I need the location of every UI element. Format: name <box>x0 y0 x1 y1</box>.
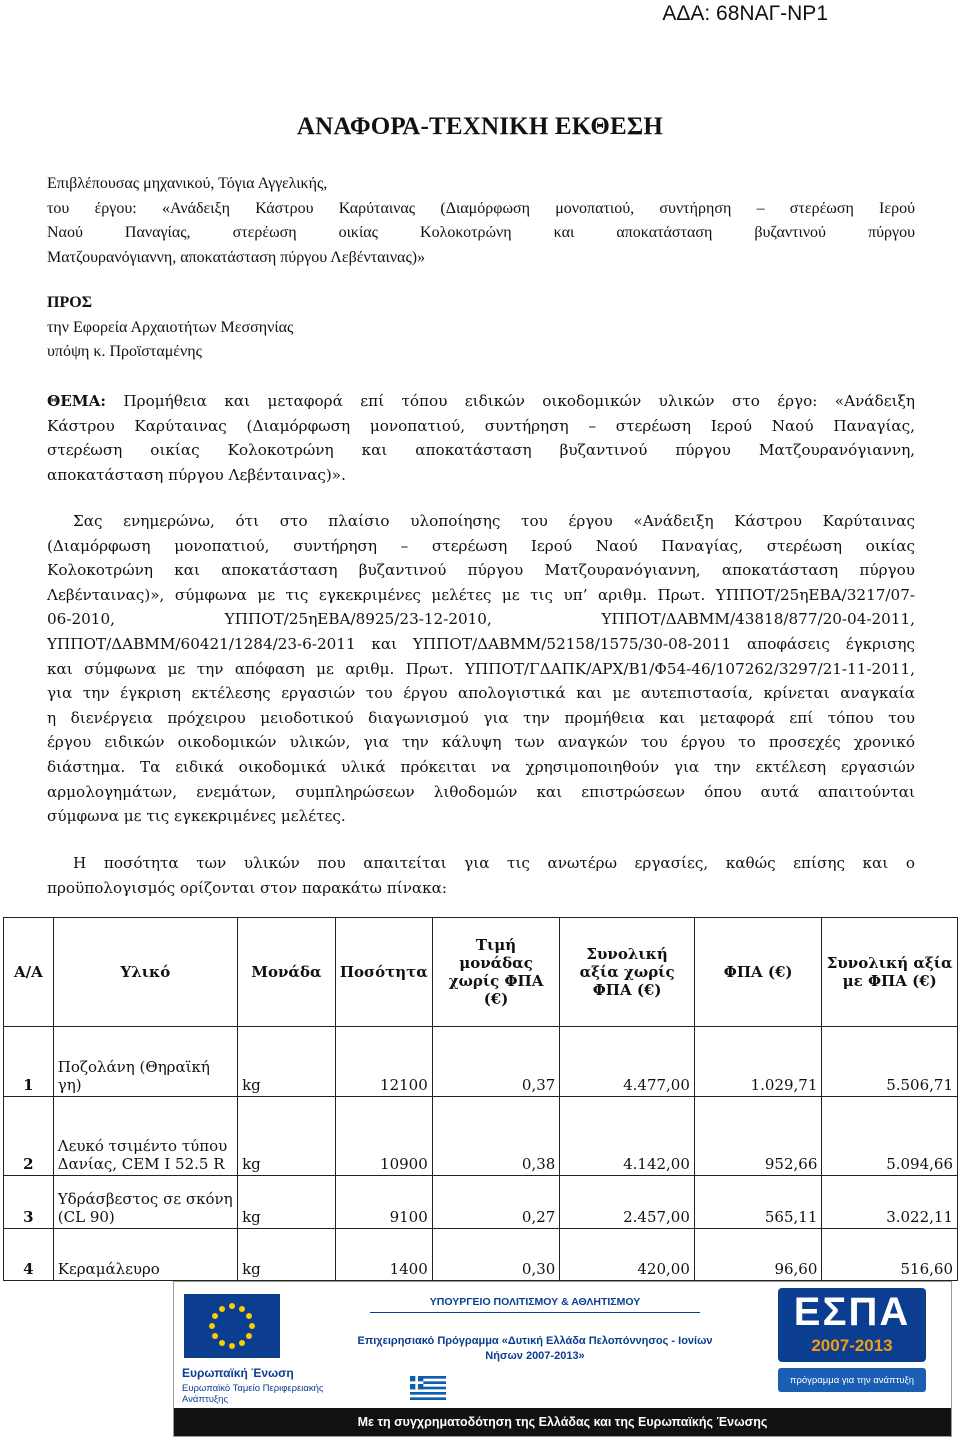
body2-line-2: προϋπολογισμός ορίζονται στον παρακάτω πίνακα: <box>47 878 448 897</box>
row-gross-total: 516,60 <box>822 1229 958 1281</box>
materials-table <box>3 917 958 1281</box>
body1-line-1 <box>47 509 915 534</box>
row-aa: 4 <box>4 1229 54 1281</box>
table-row <box>4 1027 958 1097</box>
row-vat: 952,66 <box>694 1097 822 1176</box>
row-unit-price: 0,30 <box>432 1229 560 1281</box>
col-header-material: Υλικό <box>53 918 237 1027</box>
document-title: ΑΝΑΦΟΡΑ-ΤΕΧΝΙΚΗ ΕΚΘΕΣΗ <box>296 113 664 140</box>
subject-block <box>47 389 915 487</box>
row-material: Κεραμάλευρο <box>53 1229 237 1281</box>
row-aa: 2 <box>4 1097 54 1176</box>
row-quantity: 10900 <box>335 1097 432 1176</box>
ministry-name: ΥΠΟΥΡΓΕΙΟ ΠΟΛΙΤΙΣΜΟΥ & ΑΘΛΗΤΙΣΜΟΥ <box>370 1296 700 1313</box>
body1-line-8: για την έγκριση εκτέλεσης εργασιών του έργου απολογιστικά και με αυτεπιστασία, κρίνεται αναγκαία <box>47 684 915 703</box>
greek-flag-icon <box>408 1376 448 1400</box>
intro-line-1: Επιβλέπουσας μηχανικού, Τόγια Αγγελικής, <box>47 175 328 192</box>
body1-line-12: αρμολογημάτων, ενεμάτων, συμπληρώσεων λιθοδομών και επιστρώσεων όπου αυτά απαιτούνται <box>47 782 915 801</box>
row-unit-price: 0,38 <box>432 1097 560 1176</box>
intro-line-2: του έργου: «Ανάδειξη Κάστρου Καρύταινας (Διαμόρφωση μονοπατιού, συντήρηση – στερέωση Ιερού <box>47 199 915 217</box>
row-quantity: 12100 <box>335 1027 432 1097</box>
col-header-net-total: Συνολική αξία χωρίς ΦΠΑ (€) <box>560 918 695 1027</box>
table-row <box>4 1229 958 1281</box>
body1-line-6: ΥΠΠΟΤ/ΔΑΒΜΜ/60421/1284/23-6-2011 και ΥΠΠΟΤ/ΔΑΒΜΜ/52158/1575/30-08-2011 αποφάσεις έγκρισης <box>47 634 915 653</box>
intro-line-3: Ναού Παναγίας, στερέωση οικίας Κολοκοτρώνη και αποκατάσταση βυζαντινού πύργου <box>47 224 915 242</box>
col-header-gross-total: Συνολική αξία με ΦΠΑ (€) <box>822 918 958 1027</box>
body2-line-1-text: Η ποσότητα των υλικών που απαιτείται για τις ανωτέρω εργασίες, καθώς επίσης και ο <box>73 854 915 872</box>
row-unit-price: 0,27 <box>432 1176 560 1229</box>
table-header-row <box>4 918 958 1027</box>
body1-line-5: 06-2010, ΥΠΠΟΤ/25ηΕΒΑ/8925/23-12-2010, ΥΠΠΟΤ/ΔΑΒΜΜ/43818/877/20-04-2011, <box>47 610 915 629</box>
col-header-unit: Μονάδα <box>238 918 336 1027</box>
col-header-vat: ΦΠΑ (€) <box>694 918 822 1027</box>
row-quantity: 1400 <box>335 1229 432 1281</box>
row-net-total: 2.457,00 <box>560 1176 695 1229</box>
body1-line-9: η διενέργεια πρόχειρου μειοδοτικού διαγωνισμού για την προμήθεια και μεταφορά επί τόπου του <box>47 708 915 727</box>
row-unit: kg <box>238 1176 336 1229</box>
body-paragraph-1 <box>47 509 915 829</box>
col-header-unit-price: Τιμή μονάδας χωρίς ΦΠΑ (€) <box>432 918 560 1027</box>
table-row <box>4 1176 958 1229</box>
body1-line-2: (Διαμόρφωση μονοπατιού, συντήρηση – στερέωση Ιερού Ναού Παναγίας, στερέωση οικίας <box>47 536 915 555</box>
row-material: Υδράσβεστος σε σκόνη (CL 90) <box>53 1176 237 1229</box>
body1-line-11: διάστημα. Τα ειδικά οικοδομικά υλικά πρόκειται να χρησιμοποιηθούν για την εκτέλεση εργασιών <box>47 757 915 776</box>
body1-line-4: Λεβένταινας)», σύμφωνα με τις εγκεκριμένες μελέτες με τις υπ’ αριθμ. Πρωτ. ΥΠΠΟΤ/25ηΕΒΑ/3217/07- <box>47 585 915 604</box>
espa-logo <box>778 1288 926 1362</box>
body1-line-3: Κολοκοτρώνη και αποκατάσταση βυζαντινού πύργου Ματζουρανόγιαννη, αποκατάσταση πύργου <box>47 561 915 580</box>
subject-label: ΘΕΜΑ: <box>47 392 107 410</box>
cofunding-bar: Με τη συγχρηματοδότηση της Ελλάδας και της Ευρωπαϊκής Ένωσης <box>174 1408 951 1436</box>
row-material: Λευκό τσιμέντο τύπου Δανίας, CEM I 52.5 R <box>53 1097 237 1176</box>
row-quantity: 9100 <box>335 1176 432 1229</box>
recipient-line-2: υπόψη κ. Προϊσταμένης <box>47 343 202 361</box>
eu-flag-icon <box>184 1294 280 1358</box>
subject-line-4: αποκατάσταση πύργου Λεβένταινας)». <box>47 465 346 484</box>
eu-fund: Ευρωπαϊκό Ταμείο Περιφερειακής Ανάπτυξης <box>182 1383 324 1405</box>
recipient-block <box>47 291 915 365</box>
row-vat: 1.029,71 <box>694 1027 822 1097</box>
espa-years: 2007-2013 <box>811 1336 893 1355</box>
subject-text-1: Προμήθεια και μεταφορά επί τόπου ειδικών οικοδομικών υλικών στο έργο: «Ανάδειξη <box>106 392 915 410</box>
subject-line-3: στερέωση οικίας Κολοκοτρώνη και αποκατάσταση βυζαντινού πύργου Ματζουρανόγιαννη, <box>47 441 915 460</box>
espa-name: ΕΣΠΑ <box>793 1290 911 1334</box>
body-paragraph-2 <box>47 851 915 900</box>
ada-code: ΑΔΑ: 68ΝΑΓ-ΝΡ1 <box>662 2 828 25</box>
body2-line-1 <box>47 851 915 876</box>
row-vat: 96,60 <box>694 1229 822 1281</box>
intro-block <box>47 172 915 270</box>
row-vat: 565,11 <box>694 1176 822 1229</box>
recipient-line-1: την Εφορεία Αρχαιοτήτων Μεσσηνίας <box>47 318 294 336</box>
body1-line-1-text: Σας ενημερώνω, ότι στο πλαίσιο υλοποίησης του έργου «Ανάδειξη Κάστρου Καρύταινας <box>73 512 915 530</box>
intro-line-4: Ματζουρανόγιαννη, αποκατάσταση πύργου Λεβένταινας)» <box>47 248 426 266</box>
row-unit-price: 0,37 <box>432 1027 560 1097</box>
row-aa: 3 <box>4 1176 54 1229</box>
body1-line-13: σύμφωνα με τις εγκεκριμένες μελέτες. <box>47 807 346 826</box>
body1-line-7: και σύμφωνα με την απόφαση με αριθμ. Πρωτ. ΥΠΠΟΤ/ΓΔΑΠΚ/ΑΡΧ/Β1/Φ54-46/107262/3297/21-11-2011, <box>47 659 915 678</box>
espa-banner <box>173 1281 952 1437</box>
table-row <box>4 1097 958 1176</box>
recipient-label: ΠΡΟΣ <box>47 294 93 311</box>
body1-line-10: έργου ειδικών οικοδομικών υλικών, για την κάλυψη των αναγκών του έργου το προσεχές χρονικό <box>47 733 915 752</box>
espa-slogan: πρόγραμμα για την ανάπτυξη <box>778 1368 926 1392</box>
col-header-aa: Α/Α <box>4 918 54 1027</box>
row-unit: kg <box>238 1097 336 1176</box>
row-unit: kg <box>238 1027 336 1097</box>
eu-name: Ευρωπαϊκή Ένωση <box>182 1366 294 1380</box>
subject-line-2: Κάστρου Καρύταινας (Διαμόρφωση μονοπατιού, συντήρηση – στερέωση Ιερού Ναού Παναγίας, <box>47 416 915 435</box>
row-material: Ποζολάνη (Θηραϊκή γη) <box>53 1027 237 1097</box>
row-net-total: 420,00 <box>560 1229 695 1281</box>
row-net-total: 4.477,00 <box>560 1027 695 1097</box>
row-net-total: 4.142,00 <box>560 1097 695 1176</box>
row-aa: 1 <box>4 1027 54 1097</box>
subject-line-1 <box>47 389 915 414</box>
row-gross-total: 3.022,11 <box>822 1176 958 1229</box>
row-gross-total: 5.506,71 <box>822 1027 958 1097</box>
col-header-quantity: Ποσότητα <box>335 918 432 1027</box>
row-unit: kg <box>238 1229 336 1281</box>
row-gross-total: 5.094,66 <box>822 1097 958 1176</box>
program-name: Επιχειρησιακό Πρόγραμμα «Δυτική Ελλάδα Πελοπόννησος - Ιονίων Νήσων 2007-2013» <box>357 1335 713 1362</box>
